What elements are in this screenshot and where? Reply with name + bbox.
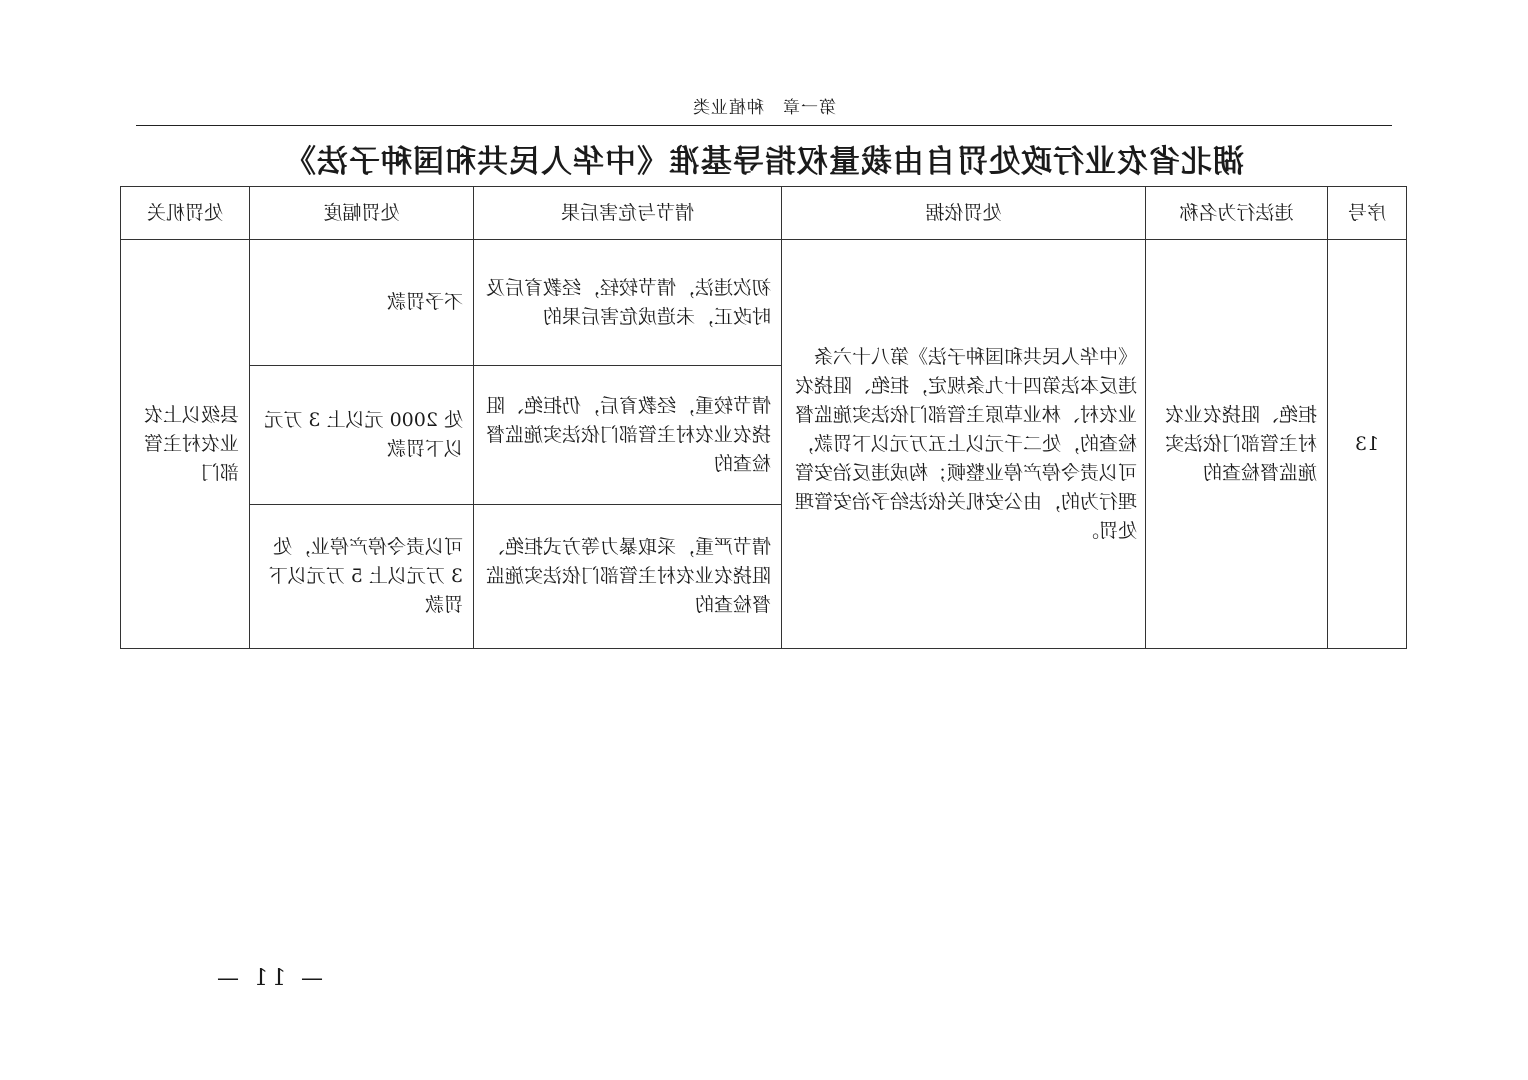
cell-range-1: 不予罚款	[250, 240, 474, 366]
document-title: 湖北省农业行政处罚自由裁量权指导基准《中华人民共和国种子法》	[284, 144, 1244, 180]
cell-circumstance-2: 情节较重，经教育后，仍拒绝、阻挠农业农村主管部门依法实施监督检查的	[474, 366, 782, 505]
cell-range-2: 处 2000 元以上 3 万元以下罚款	[250, 366, 474, 505]
cell-circumstance-3: 情节严重，采取暴力等方式拒绝、阻挠农业农村主管部门依法实施监督检查的	[474, 505, 782, 649]
page-number: — 11 —	[213, 966, 323, 991]
header-seq: 序号	[1328, 187, 1407, 240]
chapter-header: 第一章 种植业类	[692, 98, 836, 118]
header-divider	[136, 125, 1392, 126]
cell-seq: 13	[1328, 240, 1407, 649]
header-basis: 处罚依据	[782, 187, 1146, 240]
header-range: 处罚幅度	[250, 187, 474, 240]
header-circumstance: 情节与危害后果	[474, 187, 782, 240]
table-row	[121, 240, 1407, 366]
cell-range-3: 可以责令停产停业，处 3 万元以上 5 万元以下罚款	[250, 505, 474, 649]
penalty-standard-table	[120, 186, 1407, 649]
header-violation: 违法行为名称	[1146, 187, 1328, 240]
cell-basis: 《中华人民共和国种子法》第八十六条 违反本法第四十九条规定，拒绝、阻挠农业农村、林业草原主管部门依法实施监督检查的，处二千元以上五万元以下罚款，可以责令停产停业整顿；构成违反治安管理行为的，由公安机关依法给予治安管理处罚。	[782, 240, 1146, 649]
cell-authority: 县级以上农业农村主管部门	[121, 240, 250, 649]
cell-circumstance-1: 初次违法，情节较轻，经教育后及时改正，未造成危害后果的	[474, 240, 782, 366]
table-header-row	[121, 187, 1407, 240]
cell-violation: 拒绝、阻挠农业农村主管部门依法实施监督检查的	[1146, 240, 1328, 649]
header-authority: 处罚机关	[121, 187, 250, 240]
